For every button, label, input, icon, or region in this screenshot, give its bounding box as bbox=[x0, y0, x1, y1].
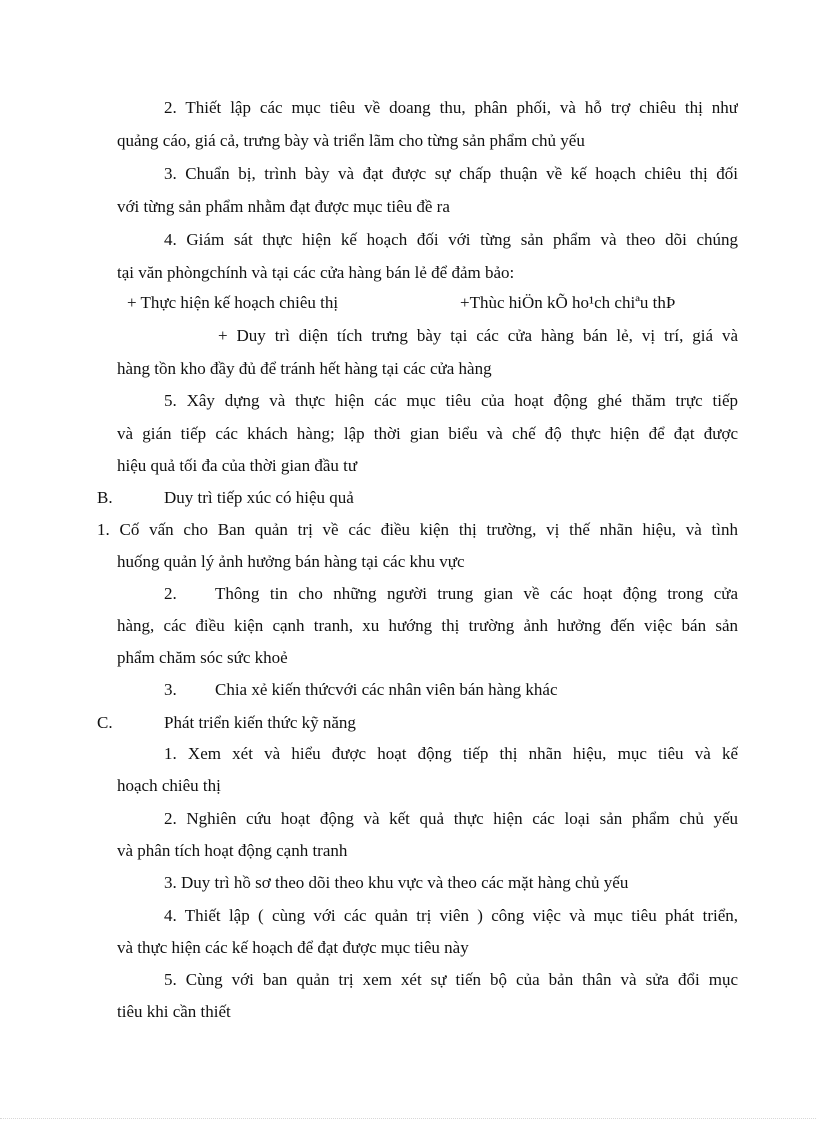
text-line: huống quản lý ảnh hưởng bán hàng tại các khu vực bbox=[117, 552, 465, 571]
text-line: quảng cáo, giá cả, trưng bày và triển lãm cho từng sản phẩm chủ yếu bbox=[117, 131, 585, 150]
text-line: 4. Giám sát thực hiện kế hoạch đối với từng sản phẩm và theo dõi chúng bbox=[164, 230, 738, 249]
section-heading: Phát triển kiến thức kỹ năng bbox=[164, 713, 356, 732]
text-line: tiêu khi cần thiết bbox=[117, 1002, 231, 1021]
text-line: +Thùc hiÖn kÕ ho¹ch chiªu thÞ bbox=[460, 293, 676, 312]
text-line: 2. Nghiên cứu hoạt động và kết quả thực hiện các loại sản phẩm chủ yếu bbox=[164, 809, 738, 828]
text-line: 4. Thiết lập ( cùng với các quản trị viên ) công việc và mục tiêu phát triển, bbox=[164, 906, 738, 925]
item-number: 3. bbox=[164, 680, 177, 699]
text-line: tại văn phòngchính và tại các cửa hàng bán lẻ để đảm bảo: bbox=[117, 263, 515, 282]
text-line: hiệu quả tối đa của thời gian đầu tư bbox=[117, 456, 358, 475]
text-line: + Thực hiện kế hoạch chiêu thị bbox=[127, 293, 339, 312]
page-edge-divider bbox=[0, 1118, 816, 1119]
text-line: 2. Thiết lập các mục tiêu về doang thu, phân phối, và hỗ trợ chiêu thị như bbox=[164, 98, 738, 117]
text-line: 1. Xem xét và hiểu được hoạt động tiếp thị nhãn hiệu, mục tiêu và kế bbox=[164, 744, 738, 763]
text-line: Thông tin cho những người trung gian về các hoạt động trong cửa bbox=[215, 584, 738, 603]
text-line: và gián tiếp các khách hàng; lập thời gian biểu và chế độ thực hiện để đạt được bbox=[117, 424, 738, 443]
text-line: 5. Cùng với ban quản trị xem xét sự tiến bộ của bản thân và sửa đổi mục bbox=[164, 970, 738, 989]
section-label: B. bbox=[97, 488, 113, 507]
text-line: với từng sản phẩm nhằm đạt được mục tiêu đề ra bbox=[117, 197, 450, 216]
item-number: 2. bbox=[164, 584, 177, 603]
text-line: 5. Xây dựng và thực hiện các mục tiêu của hoạt động ghé thăm trực tiếp bbox=[164, 391, 738, 410]
text-line: 3. Duy trì hồ sơ theo dõi theo khu vực và theo các mặt hàng chủ yếu bbox=[164, 873, 629, 892]
text-line: + Duy trì diện tích trưng bày tại các cửa hàng bán lẻ, vị trí, giá và bbox=[218, 326, 738, 345]
text-line: phẩm chăm sóc sức khoẻ bbox=[117, 648, 288, 667]
text-line: và phân tích hoạt động cạnh tranh bbox=[117, 841, 348, 860]
text-line: 3. Chuẩn bị, trình bày và đạt được sự chấp thuận về kế hoạch chiêu thị đối bbox=[164, 164, 738, 183]
text-line: hàng, các điều kiện cạnh tranh, xu hướng thị trường ảnh hưởng đến việc bán sản bbox=[117, 616, 738, 635]
section-heading: Duy trì tiếp xúc có hiệu quả bbox=[164, 488, 354, 507]
text-line: hàng tồn kho đầy đủ để tránh hết hàng tại các cửa hàng bbox=[117, 359, 492, 378]
text-line: 1. Cố vấn cho Ban quản trị về các điều kiện thị trường, vị thế nhãn hiệu, và tình bbox=[97, 520, 738, 539]
text-line: hoạch chiêu thị bbox=[117, 776, 221, 795]
section-label: C. bbox=[97, 713, 113, 732]
text-line: Chia xẻ kiến thứcvới các nhân viên bán hàng khác bbox=[215, 680, 558, 699]
text-line: và thực hiện các kế hoạch để đạt được mục tiêu này bbox=[117, 938, 469, 957]
